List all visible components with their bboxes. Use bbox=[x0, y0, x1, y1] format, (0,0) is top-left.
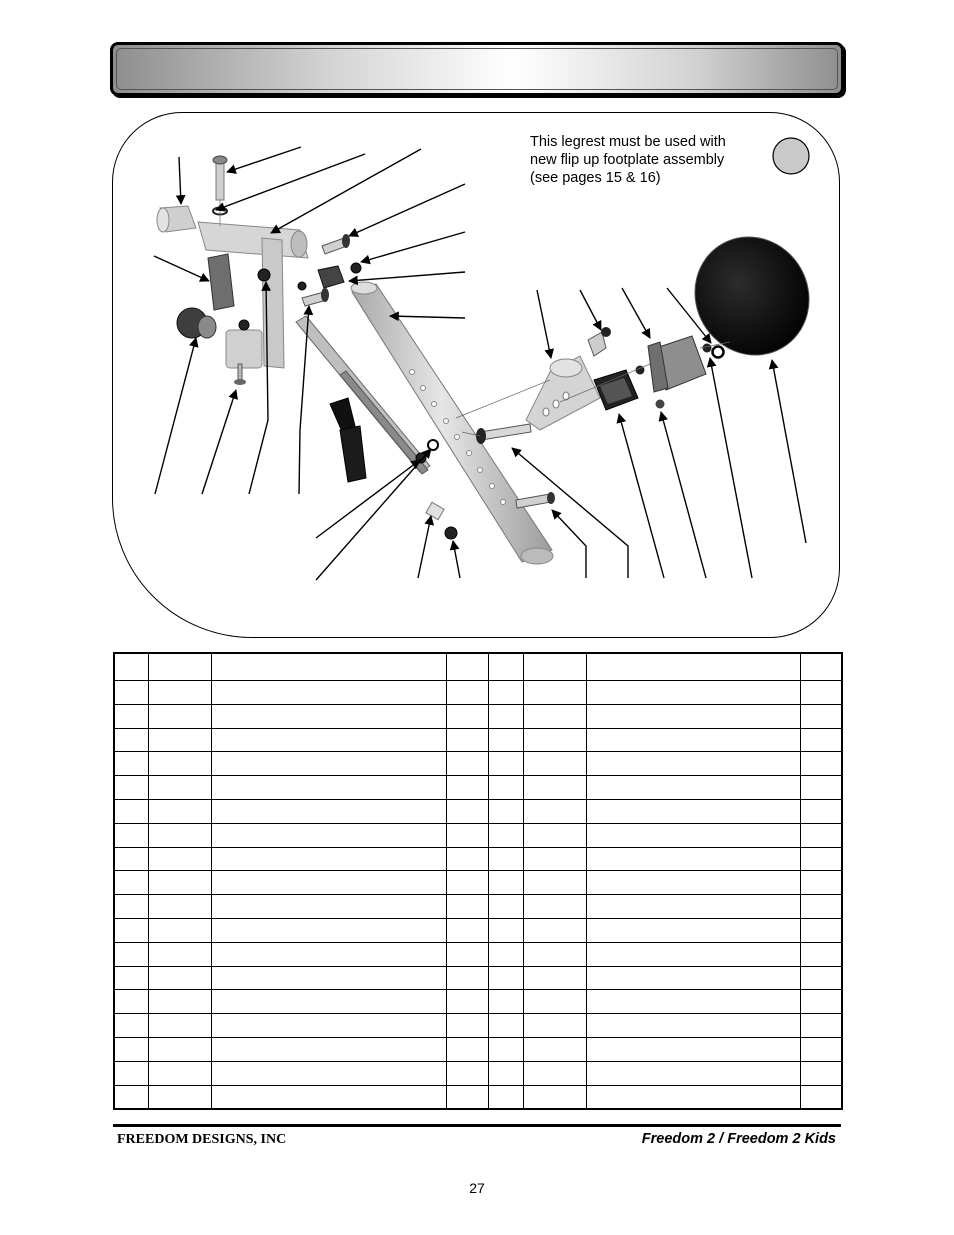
table-cell bbox=[800, 918, 842, 942]
note-line-2: new flip up footplate assembly bbox=[530, 152, 725, 168]
table-cell bbox=[586, 799, 800, 823]
table-cell bbox=[446, 752, 488, 776]
table-row bbox=[114, 728, 842, 752]
table-header-cell bbox=[114, 653, 148, 681]
table-row bbox=[114, 1085, 842, 1109]
table-row bbox=[114, 1061, 842, 1085]
table-cell bbox=[488, 704, 523, 728]
page-number: 27 bbox=[469, 1180, 485, 1196]
reference-circle bbox=[773, 138, 809, 174]
table-cell bbox=[446, 1061, 488, 1085]
table-cell bbox=[114, 681, 148, 705]
table-cell bbox=[114, 1037, 148, 1061]
table-header-cell bbox=[800, 653, 842, 681]
clamp-block bbox=[208, 254, 234, 310]
table-cell bbox=[446, 918, 488, 942]
table-cell bbox=[488, 728, 523, 752]
table-cell bbox=[148, 1037, 211, 1061]
table-cell bbox=[488, 847, 523, 871]
table-cell bbox=[800, 823, 842, 847]
table-row bbox=[114, 990, 842, 1014]
table-cell bbox=[586, 752, 800, 776]
table-row bbox=[114, 776, 842, 800]
table-cell bbox=[523, 895, 586, 919]
table-cell bbox=[488, 966, 523, 990]
table-cell bbox=[211, 704, 446, 728]
table-cell bbox=[114, 776, 148, 800]
table-header-cell bbox=[488, 653, 523, 681]
table-cell bbox=[523, 1085, 586, 1109]
table-cell bbox=[586, 728, 800, 752]
table-cell bbox=[523, 752, 586, 776]
table-cell bbox=[586, 704, 800, 728]
footplate-hinge bbox=[648, 336, 706, 392]
table-cell bbox=[800, 728, 842, 752]
table-cell bbox=[114, 799, 148, 823]
table-cell bbox=[114, 871, 148, 895]
table-cell bbox=[114, 942, 148, 966]
table-cell bbox=[800, 776, 842, 800]
table-cell bbox=[211, 966, 446, 990]
table-cell bbox=[114, 704, 148, 728]
table-cell bbox=[523, 871, 586, 895]
footplate-long-bolt bbox=[476, 424, 531, 444]
table-cell bbox=[488, 752, 523, 776]
table-cell bbox=[148, 847, 211, 871]
parts-table-body bbox=[114, 681, 842, 1110]
table-cell bbox=[488, 1085, 523, 1109]
table-cell bbox=[800, 799, 842, 823]
table-cell bbox=[488, 990, 523, 1014]
table-cell bbox=[446, 895, 488, 919]
footer-model: Freedom 2 / Freedom 2 Kids bbox=[641, 1131, 836, 1147]
table-cell bbox=[446, 1014, 488, 1038]
bolt-middle bbox=[302, 288, 329, 306]
table-cell bbox=[211, 799, 446, 823]
table-header-cell bbox=[523, 653, 586, 681]
table-cell bbox=[488, 942, 523, 966]
table-cell bbox=[523, 918, 586, 942]
table-row bbox=[114, 704, 842, 728]
table-cell bbox=[800, 1037, 842, 1061]
table-cell bbox=[488, 895, 523, 919]
lower-bolt bbox=[516, 492, 555, 508]
table-cell bbox=[446, 799, 488, 823]
table-cell bbox=[488, 776, 523, 800]
compatibility-note bbox=[530, 133, 751, 187]
table-cell bbox=[114, 847, 148, 871]
table-cell bbox=[586, 847, 800, 871]
table-cell bbox=[148, 1085, 211, 1109]
hinge-clip bbox=[318, 266, 344, 288]
table-cell bbox=[211, 871, 446, 895]
table-cell bbox=[586, 681, 800, 705]
table-cell bbox=[586, 1014, 800, 1038]
table-cell bbox=[148, 823, 211, 847]
table-cell bbox=[586, 966, 800, 990]
table-cell bbox=[446, 704, 488, 728]
table-row bbox=[114, 871, 842, 895]
table-cell bbox=[211, 895, 446, 919]
table-cell bbox=[446, 990, 488, 1014]
table-row bbox=[114, 799, 842, 823]
table-cell bbox=[211, 728, 446, 752]
table-cell bbox=[586, 942, 800, 966]
table-cell bbox=[523, 704, 586, 728]
table-cell bbox=[523, 966, 586, 990]
table-cell bbox=[488, 681, 523, 705]
table-cell bbox=[148, 776, 211, 800]
table-cell bbox=[211, 918, 446, 942]
table-cell bbox=[800, 1014, 842, 1038]
gas-strut bbox=[296, 316, 444, 520]
table-cell bbox=[211, 1061, 446, 1085]
table-cell bbox=[211, 1085, 446, 1109]
table-cell bbox=[148, 1061, 211, 1085]
table-cell bbox=[148, 966, 211, 990]
end-cap-cylinder bbox=[157, 206, 196, 232]
table-cell bbox=[114, 823, 148, 847]
table-cell bbox=[446, 1037, 488, 1061]
parts-list-table bbox=[113, 652, 843, 1110]
table-cell bbox=[523, 942, 586, 966]
table-cell bbox=[446, 1085, 488, 1109]
table-cell bbox=[800, 871, 842, 895]
table-cell bbox=[446, 966, 488, 990]
table-cell bbox=[211, 1014, 446, 1038]
table-cell bbox=[800, 966, 842, 990]
table-cell bbox=[586, 1037, 800, 1061]
table-cell bbox=[523, 681, 586, 705]
table-cell bbox=[586, 871, 800, 895]
table-cell bbox=[148, 918, 211, 942]
footplate-bracket bbox=[526, 356, 600, 430]
table-cell bbox=[446, 681, 488, 705]
table-cell bbox=[800, 704, 842, 728]
table-cell bbox=[523, 1037, 586, 1061]
table-cell bbox=[800, 990, 842, 1014]
adjustment-knob bbox=[177, 308, 216, 338]
table-cell bbox=[488, 1061, 523, 1085]
table-cell bbox=[446, 942, 488, 966]
table-row bbox=[114, 966, 842, 990]
table-row bbox=[114, 918, 842, 942]
note-line-3: (see pages 15 & 16) bbox=[530, 170, 661, 186]
table-cell bbox=[446, 728, 488, 752]
table-cell bbox=[586, 823, 800, 847]
table-cell bbox=[114, 918, 148, 942]
table-row bbox=[114, 847, 842, 871]
table-cell bbox=[114, 752, 148, 776]
table-cell bbox=[523, 1061, 586, 1085]
table-cell bbox=[114, 1014, 148, 1038]
table-cell bbox=[148, 704, 211, 728]
table-cell bbox=[148, 895, 211, 919]
table-cell bbox=[800, 681, 842, 705]
table-cell bbox=[523, 1014, 586, 1038]
table-cell bbox=[114, 895, 148, 919]
table-header-cell bbox=[148, 653, 211, 681]
table-cell bbox=[148, 681, 211, 705]
hinge-screw bbox=[656, 400, 665, 409]
note-line-1: This legrest must be used with bbox=[530, 134, 726, 150]
table-row bbox=[114, 823, 842, 847]
table-cell bbox=[446, 776, 488, 800]
table-cell bbox=[114, 1061, 148, 1085]
table-cell bbox=[800, 1085, 842, 1109]
table-header-cell bbox=[586, 653, 800, 681]
table-cell bbox=[446, 823, 488, 847]
table-cell bbox=[800, 847, 842, 871]
table-cell bbox=[586, 918, 800, 942]
table-cell bbox=[800, 752, 842, 776]
table-cell bbox=[800, 1061, 842, 1085]
table-header-cell bbox=[211, 653, 446, 681]
table-row bbox=[114, 1037, 842, 1061]
table-cell bbox=[114, 728, 148, 752]
release-lever bbox=[330, 398, 366, 482]
table-cell bbox=[586, 1085, 800, 1109]
table-header-cell bbox=[446, 653, 488, 681]
table-cell bbox=[148, 752, 211, 776]
table-row bbox=[114, 942, 842, 966]
bolt-upper-right bbox=[322, 234, 350, 254]
footer-rule bbox=[113, 1124, 841, 1127]
table-cell bbox=[211, 990, 446, 1014]
table-cell bbox=[488, 918, 523, 942]
table-cell bbox=[114, 990, 148, 1014]
table-cell bbox=[586, 895, 800, 919]
table-cell bbox=[114, 966, 148, 990]
table-cell bbox=[148, 1014, 211, 1038]
bracket-nut bbox=[601, 327, 611, 337]
table-cell bbox=[211, 847, 446, 871]
table-cell bbox=[523, 847, 586, 871]
footer-company: FREEDOM DESIGNS, INC bbox=[117, 1132, 287, 1147]
table-cell bbox=[523, 799, 586, 823]
table-cell bbox=[148, 942, 211, 966]
table-cell bbox=[586, 1061, 800, 1085]
table-cell bbox=[446, 871, 488, 895]
table-cell bbox=[488, 1037, 523, 1061]
table-cell bbox=[148, 799, 211, 823]
table-cell bbox=[488, 1014, 523, 1038]
table-cell bbox=[211, 942, 446, 966]
table-cell bbox=[488, 823, 523, 847]
table-cell bbox=[523, 728, 586, 752]
table-cell bbox=[586, 990, 800, 1014]
table-cell bbox=[211, 823, 446, 847]
table-cell bbox=[488, 799, 523, 823]
table-cell bbox=[148, 728, 211, 752]
footplate-clamp bbox=[594, 370, 638, 410]
table-row bbox=[114, 1014, 842, 1038]
table-row bbox=[114, 752, 842, 776]
table-cell bbox=[148, 990, 211, 1014]
table-cell bbox=[446, 847, 488, 871]
table-row bbox=[114, 681, 842, 705]
table-cell bbox=[800, 942, 842, 966]
table-cell bbox=[211, 681, 446, 705]
table-cell bbox=[211, 1037, 446, 1061]
parts-table-header bbox=[114, 653, 842, 681]
table-cell bbox=[211, 752, 446, 776]
strut-washers bbox=[416, 440, 457, 539]
table-cell bbox=[523, 990, 586, 1014]
table-cell bbox=[586, 776, 800, 800]
table-cell bbox=[211, 776, 446, 800]
table-cell bbox=[488, 871, 523, 895]
table-cell bbox=[523, 776, 586, 800]
table-cell bbox=[523, 823, 586, 847]
table-row bbox=[114, 895, 842, 919]
table-cell bbox=[800, 895, 842, 919]
table-cell bbox=[148, 871, 211, 895]
table-cell bbox=[114, 1085, 148, 1109]
